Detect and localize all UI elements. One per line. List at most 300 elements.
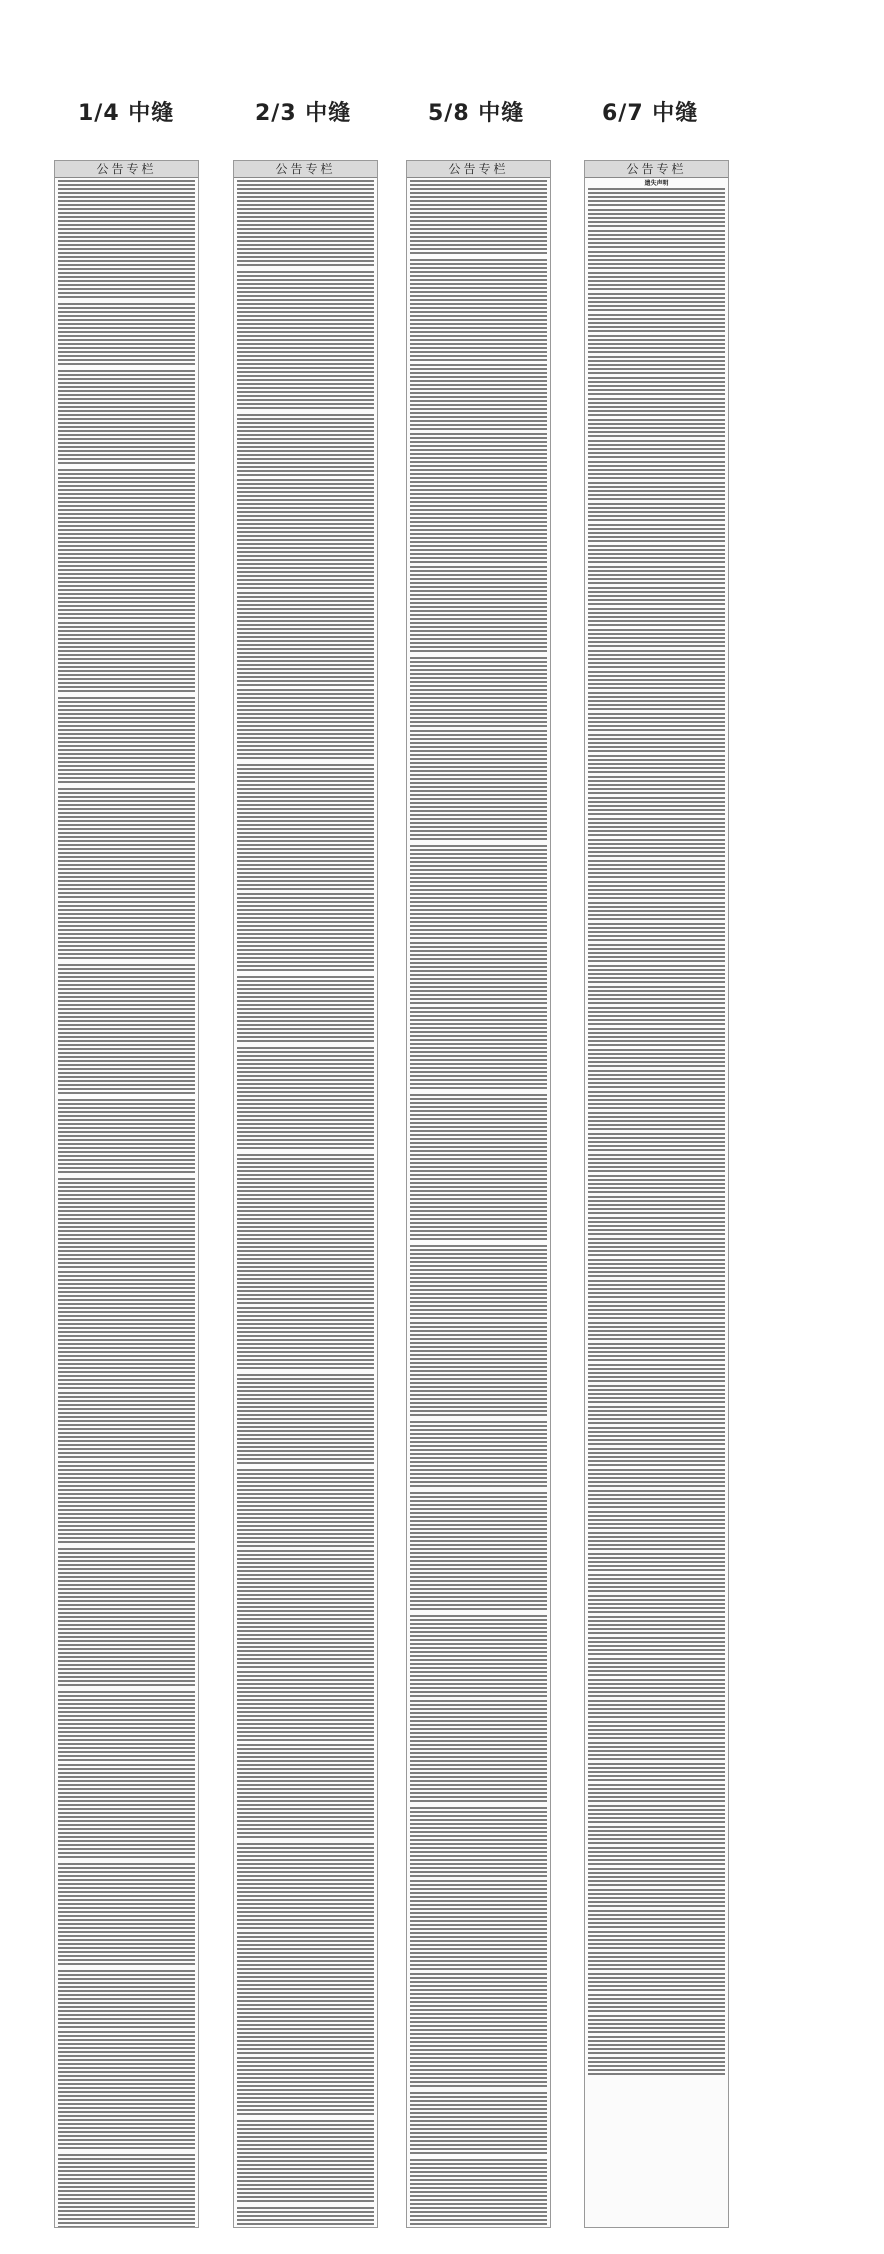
- notice-paragraph-text: [588, 1763, 725, 1781]
- notice-paragraph-text: [588, 1385, 725, 1403]
- notice-paragraph-text: [410, 433, 547, 563]
- notice-paragraph-text: [237, 1843, 374, 1929]
- notice-paragraph: [588, 314, 725, 332]
- notice-paragraph: [58, 1178, 195, 1268]
- notice-paragraph-text: [588, 1721, 725, 1739]
- notice-paragraph-text: [588, 1994, 725, 2012]
- notice-paragraph: [237, 271, 374, 411]
- notice-paragraph: [410, 1094, 547, 1242]
- notice-paragraph: [410, 1007, 547, 1091]
- notice-paragraph: [588, 1532, 725, 1550]
- notice-paragraph: [588, 461, 725, 479]
- notice-paragraph: [588, 1301, 725, 1319]
- notice-paragraph-text: [588, 944, 725, 962]
- notice-paragraph: [588, 1364, 725, 1382]
- notice-paragraph: [410, 364, 547, 430]
- notice-paragraph: [588, 1028, 725, 1046]
- notice-paragraph: [588, 650, 725, 668]
- notice-paragraph-text: [588, 1637, 725, 1655]
- notice-paragraph: [588, 881, 725, 899]
- notice-paragraph: [588, 1910, 725, 1928]
- notice-paragraph: [588, 230, 725, 248]
- notice-paragraph: [58, 2154, 195, 2228]
- notice-paragraph: [588, 209, 725, 227]
- notice-paragraph-text: [410, 1245, 547, 1319]
- notice-paragraph-text: [588, 230, 725, 248]
- notice-paragraph-text: [588, 1427, 725, 1445]
- notice-paragraph-text: [588, 2015, 725, 2033]
- notice-paragraph-text: [588, 440, 725, 458]
- notice-paragraph-text: [588, 1973, 725, 1991]
- notice-paragraph: [588, 965, 725, 983]
- notice-paragraph: [237, 2057, 374, 2117]
- notice-paragraph-text: [588, 818, 725, 836]
- notice-paragraph: [588, 692, 725, 710]
- notice-paragraph: [410, 1421, 547, 1489]
- notice-paragraph: [588, 1091, 725, 1109]
- notice-paragraph-text: [588, 1028, 725, 1046]
- notice-paragraph-text: [588, 1805, 725, 1823]
- notice-paragraph-text: [588, 1406, 725, 1424]
- notice-paragraph: [588, 1175, 725, 1193]
- notice-paragraph-text: [237, 2120, 374, 2204]
- notice-paragraph-text: [237, 180, 374, 268]
- notice-paragraph-text: [410, 1615, 547, 1697]
- notice-paragraph: [410, 942, 547, 1004]
- notice-paragraph: [58, 1271, 195, 1389]
- notice-paragraph-text: [588, 608, 725, 626]
- notice-paragraph: [237, 2120, 374, 2204]
- notice-paragraph-text: [588, 1910, 725, 1928]
- notice-paragraph-text: [588, 986, 725, 1004]
- notice-paragraph-text: [237, 1374, 374, 1466]
- notice-paragraph-text: [588, 1007, 725, 1025]
- notice-paragraph: [58, 622, 195, 694]
- notice-paragraph-text: [588, 1448, 725, 1466]
- notice-paragraph-text: [588, 587, 725, 605]
- notice-paragraph: [410, 1245, 547, 1319]
- notice-paragraph-text: [237, 1307, 374, 1371]
- notice-paragraph: [588, 251, 725, 269]
- notice-paragraph-text: [237, 271, 374, 411]
- notice-paragraph-text: [58, 1392, 195, 1458]
- notice-paragraph: [588, 587, 725, 605]
- notice-paragraph: [588, 1826, 725, 1844]
- notice-paragraph-text: [588, 1574, 725, 1592]
- notice-paragraph: [237, 1469, 374, 1547]
- notice-paragraph-text: [410, 1880, 547, 1970]
- notice-paragraph-text: [588, 566, 725, 584]
- notice-paragraph: [237, 1374, 374, 1466]
- notice-paragraph-text: [58, 370, 195, 466]
- notice-paragraph: [588, 1805, 725, 1823]
- notice-paragraph: [588, 1448, 725, 1466]
- notice-column-2-title: 公告专栏: [234, 161, 377, 178]
- notice-column-4-body: [585, 178, 728, 2080]
- notice-paragraph: [588, 1994, 725, 2012]
- notice-paragraph-text: [588, 1742, 725, 1760]
- notice-paragraph-text: [58, 180, 195, 300]
- notice-paragraph-text: [237, 2207, 374, 2228]
- notice-paragraph: [410, 1880, 547, 1970]
- notice-paragraph-text: [588, 1889, 725, 1907]
- notice-paragraph: [588, 1238, 725, 1256]
- notice-paragraph: [588, 188, 725, 206]
- notice-paragraph-text: [410, 1492, 547, 1612]
- notice-paragraph: [58, 1863, 195, 1967]
- notice-paragraph: [588, 293, 725, 311]
- fold-label-2-3: 2/3 中缝: [255, 101, 352, 126]
- notice-paragraph-text: [588, 1952, 725, 1970]
- notice-paragraph: [237, 1047, 374, 1151]
- notice-paragraph: [588, 1196, 725, 1214]
- notice-paragraph: [588, 734, 725, 752]
- notice-column-1-body: [55, 178, 198, 2228]
- notice-paragraph-text: [588, 1217, 725, 1235]
- notice-paragraph: [588, 1112, 725, 1130]
- notice-paragraph-text: [58, 2031, 195, 2151]
- notice-paragraph: [58, 370, 195, 466]
- notice-paragraph-text: [410, 259, 547, 361]
- notice-paragraph-text: [588, 1868, 725, 1886]
- notice-paragraph-text: [410, 942, 547, 1004]
- notice-paragraph-text: [58, 1178, 195, 1268]
- notice-paragraph: [58, 1691, 195, 1761]
- notice-paragraph-text: [588, 1091, 725, 1109]
- notice-paragraph: [588, 1259, 725, 1277]
- notice-paragraph: [588, 482, 725, 500]
- notice-paragraph: [588, 1574, 725, 1592]
- notice-paragraph: [588, 503, 725, 521]
- notice-paragraph-text: [237, 2057, 374, 2117]
- notice-paragraph-text: [237, 1550, 374, 1668]
- notice-paragraph-text: [588, 1826, 725, 1844]
- notice-paragraph-text: [588, 671, 725, 689]
- notice-paragraph-text: [410, 1700, 547, 1804]
- notice-paragraph-text: [588, 755, 725, 773]
- notice-paragraph-text: [58, 1863, 195, 1967]
- notice-column-2: [233, 160, 378, 2228]
- notice-paragraph: [588, 671, 725, 689]
- notice-paragraph-text: [588, 1238, 725, 1256]
- notice-paragraph-text: [410, 1807, 547, 1877]
- notice-paragraph-text: [588, 1070, 725, 1088]
- notice-paragraph: [588, 1427, 725, 1445]
- notice-paragraph-text: [58, 964, 195, 1096]
- notice-paragraph-text: [588, 293, 725, 311]
- notice-paragraph-text: [588, 1259, 725, 1277]
- notice-paragraph: [588, 1742, 725, 1760]
- notice-paragraph-text: [237, 414, 374, 476]
- notice-column-4-subtitle: 遗失声明: [644, 180, 669, 187]
- notice-paragraph: [588, 2057, 725, 2075]
- notice-paragraph: [588, 1385, 725, 1403]
- notice-paragraph: [237, 2207, 374, 2228]
- notice-paragraph: [237, 1932, 374, 2054]
- notice-paragraph-text: [237, 1154, 374, 1304]
- notice-paragraph-text: [588, 209, 725, 227]
- notice-paragraph: [237, 764, 374, 890]
- notice-paragraph: [410, 1807, 547, 1877]
- notice-paragraph-text: [58, 697, 195, 785]
- notice-paragraph-text: [588, 1931, 725, 1949]
- notice-paragraph: [588, 1889, 725, 1907]
- notice-paragraph: [588, 335, 725, 353]
- notice-paragraph-text: [588, 713, 725, 731]
- notice-paragraph: [58, 1970, 195, 2028]
- notice-column-3: [406, 160, 551, 2228]
- notice-paragraph: [588, 419, 725, 437]
- notice-paragraph-text: [58, 2154, 195, 2228]
- notice-paragraph: [237, 592, 374, 686]
- notice-paragraph-text: [588, 1490, 725, 1508]
- notice-paragraph: [58, 1548, 195, 1688]
- notice-paragraph-text: [588, 2036, 725, 2054]
- notice-paragraph-text: [588, 692, 725, 710]
- notice-paragraph-text: [588, 734, 725, 752]
- notice-paragraph-text: [237, 1744, 374, 1840]
- notice-paragraph: [588, 1973, 725, 1991]
- notice-paragraph: [588, 272, 725, 290]
- notice-paragraph: [588, 1784, 725, 1802]
- notice-paragraph-text: [410, 2159, 547, 2228]
- notice-paragraph-text: [588, 503, 725, 521]
- notice-paragraph-text: [410, 1322, 547, 1418]
- notice-paragraph-text: [588, 839, 725, 857]
- notice-paragraph: [237, 893, 374, 973]
- notice-paragraph: [237, 1307, 374, 1371]
- notice-paragraph: [410, 657, 547, 727]
- notice-paragraph-text: [588, 1301, 725, 1319]
- notice-paragraph: [58, 469, 195, 619]
- notice-paragraph-text: [58, 622, 195, 694]
- notice-paragraph-text: [410, 845, 547, 939]
- notice-paragraph: [588, 1490, 725, 1508]
- notice-paragraph-text: [588, 650, 725, 668]
- notice-paragraph: [588, 776, 725, 794]
- notice-paragraph-text: [237, 1671, 374, 1741]
- notice-paragraph-text: [237, 479, 374, 589]
- notice-paragraph: [588, 1700, 725, 1718]
- notice-paragraph: [588, 356, 725, 374]
- notice-paragraph-text: [588, 1658, 725, 1676]
- notice-paragraph-text: [58, 1461, 195, 1545]
- notice-paragraph: [588, 1658, 725, 1676]
- notice-paragraph-text: [588, 356, 725, 374]
- notice-paragraph-text: [237, 1047, 374, 1151]
- notice-paragraph-text: [237, 1932, 374, 2054]
- notice-paragraph: [588, 608, 725, 626]
- notice-paragraph-text: [410, 364, 547, 430]
- notice-paragraph: [237, 689, 374, 761]
- notice-paragraph: [588, 1763, 725, 1781]
- notice-paragraph-text: [588, 251, 725, 269]
- notice-paragraph-text: [588, 965, 725, 983]
- notice-paragraph-text: [237, 764, 374, 890]
- notice-paragraph: [588, 1322, 725, 1340]
- notice-paragraph: [588, 797, 725, 815]
- notice-paragraph-text: [588, 314, 725, 332]
- notice-paragraph-text: [410, 2092, 547, 2156]
- notice-paragraph-text: [588, 1700, 725, 1718]
- fold-label-1-4: 1/4 中缝: [78, 101, 175, 126]
- notice-paragraph-text: [588, 419, 725, 437]
- notice-paragraph: [237, 1843, 374, 1929]
- notice-paragraph-text: [588, 188, 725, 206]
- notice-paragraph: [410, 2092, 547, 2156]
- notice-paragraph: [588, 755, 725, 773]
- notice-paragraph-text: [588, 1112, 725, 1130]
- notice-paragraph: [588, 1154, 725, 1172]
- notice-paragraph: [588, 1868, 725, 1886]
- notice-column-3-body: [407, 178, 550, 2228]
- notice-paragraph: [410, 1973, 547, 2089]
- notice-paragraph-text: [588, 860, 725, 878]
- notice-paragraph-text: [237, 592, 374, 686]
- notice-paragraph: [588, 818, 725, 836]
- notice-paragraph-text: [58, 1271, 195, 1389]
- notice-paragraph: [237, 1744, 374, 1840]
- notice-paragraph-text: [58, 1548, 195, 1688]
- notice-paragraph: [410, 730, 547, 842]
- notice-paragraph: [58, 1764, 195, 1860]
- notice-paragraph: [58, 901, 195, 961]
- notice-paragraph: [588, 398, 725, 416]
- notice-paragraph: [588, 986, 725, 1004]
- notice-paragraph-text: [588, 1364, 725, 1382]
- notice-paragraph-text: [58, 901, 195, 961]
- notice-paragraph: [588, 1280, 725, 1298]
- notice-column-4: [584, 160, 729, 2228]
- notice-paragraph-text: [588, 881, 725, 899]
- notice-paragraph-text: [410, 180, 547, 256]
- notice-paragraph-text: [410, 730, 547, 842]
- notice-paragraph: [588, 1511, 725, 1529]
- notice-paragraph: [588, 2015, 725, 2033]
- notice-paragraph: [588, 377, 725, 395]
- notice-paragraph-text: [588, 1469, 725, 1487]
- notice-paragraph: [58, 788, 195, 898]
- notice-paragraph: [588, 1070, 725, 1088]
- notice-paragraph-text: [588, 923, 725, 941]
- fold-label-6-7: 6/7 中缝: [602, 101, 699, 126]
- notice-paragraph: [588, 545, 725, 563]
- notice-paragraph: [58, 697, 195, 785]
- notice-paragraph-text: [410, 1007, 547, 1091]
- notice-paragraph-text: [588, 2057, 725, 2075]
- notice-paragraph-text: [58, 1764, 195, 1860]
- notice-paragraph-text: [588, 1175, 725, 1193]
- notice-paragraph-text: [588, 1322, 725, 1340]
- notice-paragraph: [58, 1392, 195, 1458]
- notice-paragraph: [58, 964, 195, 1096]
- notice-paragraph-text: [58, 303, 195, 367]
- notice-paragraph: [410, 845, 547, 939]
- notice-paragraph: [237, 414, 374, 476]
- notice-paragraph-text: [588, 545, 725, 563]
- notice-paragraph: [588, 1847, 725, 1865]
- notice-column-4-title: 公告专栏: [585, 161, 728, 178]
- notice-paragraph-text: [58, 1691, 195, 1761]
- notice-paragraph: [588, 524, 725, 542]
- notice-paragraph-text: [237, 1469, 374, 1547]
- notice-paragraph-text: [588, 1133, 725, 1151]
- notice-paragraph: [588, 566, 725, 584]
- notice-paragraph: [588, 1616, 725, 1634]
- notice-paragraph: [237, 1671, 374, 1741]
- notice-paragraph: [588, 860, 725, 878]
- notice-paragraph-text: [588, 1784, 725, 1802]
- notice-column-2-body: [234, 178, 377, 2228]
- notice-paragraph-text: [588, 1154, 725, 1172]
- notice-paragraph: [588, 2036, 725, 2054]
- notice-paragraph: [588, 1469, 725, 1487]
- fold-label-5-8: 5/8 中缝: [428, 101, 525, 126]
- notice-paragraph-text: [588, 1049, 725, 1067]
- notice-paragraph: [237, 479, 374, 589]
- notice-paragraph: [58, 2031, 195, 2151]
- notice-paragraph-text: [588, 629, 725, 647]
- notice-paragraph-text: [58, 1099, 195, 1175]
- notice-paragraph-text: [410, 657, 547, 727]
- notice-paragraph-text: [237, 893, 374, 973]
- notice-paragraph: [410, 1700, 547, 1804]
- notice-paragraph: [588, 1343, 725, 1361]
- notice-paragraph: [58, 180, 195, 300]
- notice-paragraph: [588, 1637, 725, 1655]
- notice-paragraph: [588, 1406, 725, 1424]
- notice-paragraph: [588, 1049, 725, 1067]
- notice-paragraph: [588, 1952, 725, 1970]
- notice-paragraph-text: [58, 1970, 195, 2028]
- notice-paragraph-text: [410, 1421, 547, 1489]
- notice-paragraph-text: [588, 1280, 725, 1298]
- notice-paragraph: [588, 1721, 725, 1739]
- notice-paragraph: [410, 433, 547, 563]
- notice-paragraph: [588, 902, 725, 920]
- notice-paragraph: [588, 1595, 725, 1613]
- notice-paragraph: [588, 1217, 725, 1235]
- notice-paragraph: [588, 1679, 725, 1697]
- notice-paragraph: [410, 259, 547, 361]
- notice-paragraph-text: [588, 272, 725, 290]
- notice-paragraph-text: [588, 797, 725, 815]
- notice-paragraph: [588, 1553, 725, 1571]
- notice-paragraph: [588, 839, 725, 857]
- notice-paragraph-text: [588, 1553, 725, 1571]
- notice-paragraph: [588, 944, 725, 962]
- notice-paragraph: [237, 976, 374, 1044]
- notice-paragraph: [588, 629, 725, 647]
- notice-paragraph: [237, 1550, 374, 1668]
- notice-paragraph-text: [588, 482, 725, 500]
- notice-paragraph-text: [588, 377, 725, 395]
- notice-paragraph-text: [58, 469, 195, 619]
- notice-paragraph-text: [237, 976, 374, 1044]
- notice-paragraph-text: [237, 689, 374, 761]
- notice-paragraph: [410, 566, 547, 654]
- notice-paragraph-text: [588, 461, 725, 479]
- notice-column-1-title: 公告专栏: [55, 161, 198, 178]
- notice-paragraph-text: [588, 1847, 725, 1865]
- notice-paragraph: [410, 2159, 547, 2228]
- notice-paragraph-text: [588, 1679, 725, 1697]
- notice-paragraph-text: [588, 1616, 725, 1634]
- notice-paragraph: [410, 1615, 547, 1697]
- notice-paragraph-text: [410, 566, 547, 654]
- notice-paragraph-text: [58, 788, 195, 898]
- notice-paragraph: [588, 713, 725, 731]
